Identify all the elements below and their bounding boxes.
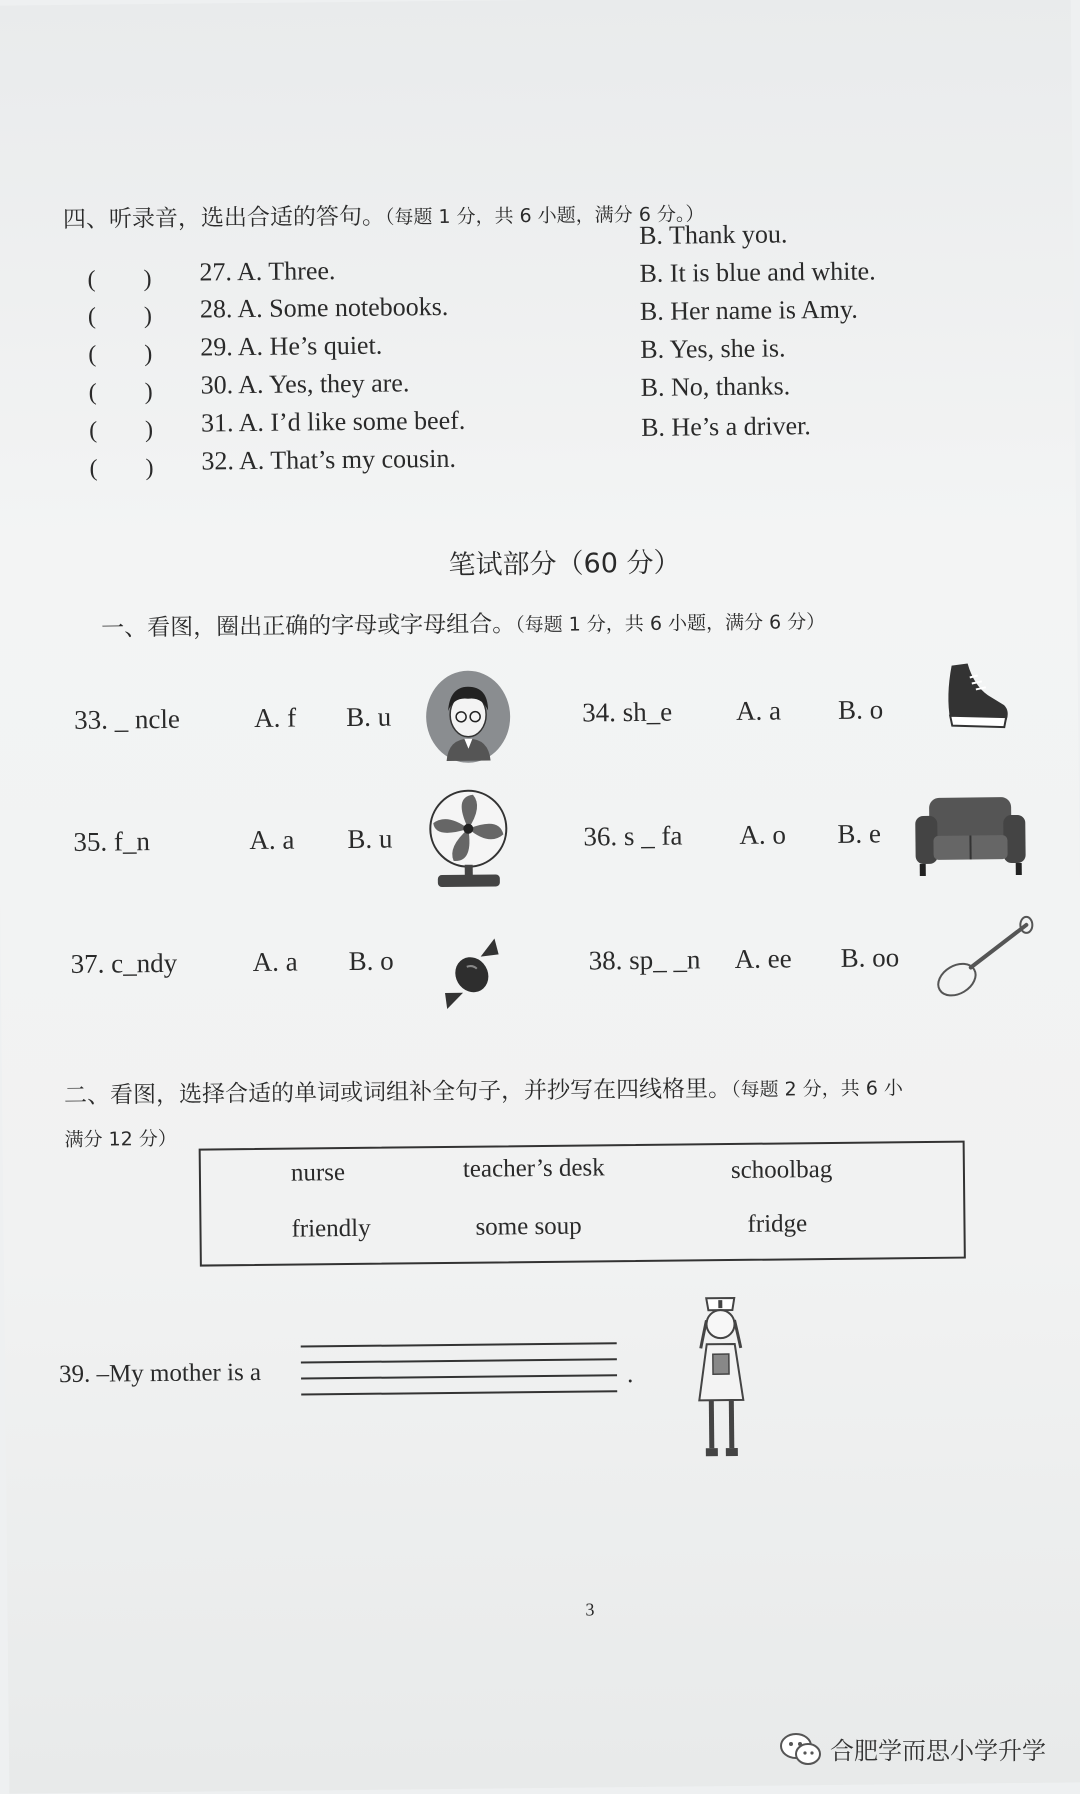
q37-text: 37. c_ndy bbox=[71, 948, 178, 980]
q36-text: 36. s _ fa bbox=[583, 821, 682, 853]
footer-watermark bbox=[780, 1731, 1046, 1766]
uncle-portrait-icon bbox=[424, 668, 513, 765]
listening-option-a: 29. A. He’s quiet. bbox=[200, 331, 382, 363]
grid-line bbox=[301, 1342, 617, 1347]
part2-heading-line2: 满分 12 分） bbox=[64, 1124, 177, 1152]
word-bank-item: fridge bbox=[747, 1210, 807, 1239]
q38-option-a[interactable]: A. ee bbox=[735, 943, 792, 975]
q33-option-a[interactable]: A. f bbox=[254, 703, 296, 734]
q39-period: . bbox=[627, 1361, 634, 1389]
listening-option-a: 30. A. Yes, they are. bbox=[200, 368, 409, 400]
part1-heading bbox=[101, 602, 825, 643]
listening-option-b: B. Thank you. bbox=[639, 219, 788, 251]
listening-option-a: 28. A. Some notebooks. bbox=[200, 292, 449, 325]
listening-heading-text: 四、听录音，选出合适的答句。 bbox=[63, 204, 385, 233]
q33-text: 33. _ ncle bbox=[74, 704, 180, 736]
q35-text: 35. f_n bbox=[73, 826, 150, 858]
part2-heading bbox=[64, 1068, 903, 1110]
q34-option-b[interactable]: B. o bbox=[838, 694, 883, 725]
q36-option-a[interactable]: A. o bbox=[739, 819, 786, 850]
q34-option-a[interactable]: A. a bbox=[736, 695, 781, 726]
word-bank-item: some soup bbox=[475, 1213, 582, 1242]
answer-bracket[interactable]: ( ) bbox=[87, 258, 151, 294]
answer-bracket[interactable]: ( ) bbox=[89, 447, 153, 483]
q36-option-b[interactable]: B. e bbox=[837, 818, 881, 849]
q37-option-b[interactable]: B. o bbox=[349, 946, 394, 977]
four-line-writing-grid[interactable] bbox=[301, 1342, 618, 1397]
footer-account-name: 合肥学而思小学升学 bbox=[830, 1731, 1046, 1766]
answer-bracket[interactable]: ( ) bbox=[89, 409, 153, 445]
candy-icon bbox=[436, 934, 507, 1015]
word-bank-item: nurse bbox=[291, 1159, 345, 1188]
grid-line bbox=[301, 1358, 617, 1363]
spoon-icon bbox=[930, 913, 1041, 1004]
part2-heading-note: （每题 2 分，共 6 小 bbox=[731, 1077, 903, 1101]
q33-option-b[interactable]: B. u bbox=[346, 702, 391, 733]
q39-text: 39. –My mother is a bbox=[59, 1359, 261, 1389]
listening-option-b: B. It is blue and white. bbox=[639, 256, 875, 288]
grid-line bbox=[301, 1390, 617, 1395]
part2-heading-text: 二、看图，选择合适的单词或词组补全句子，并抄写在四线格里。 bbox=[64, 1076, 731, 1109]
listening-items bbox=[0, 0, 1071, 6]
word-bank-item: teacher’s desk bbox=[463, 1154, 605, 1183]
q38-text: 38. sp_ _n bbox=[589, 944, 701, 976]
listening-option-b: B. Her name is Amy. bbox=[640, 295, 858, 327]
listening-option-b: B. No, thanks. bbox=[641, 371, 791, 403]
q38-option-b[interactable]: B. oo bbox=[841, 942, 900, 974]
listening-option-a: 31. A. I’d like some beef. bbox=[201, 406, 466, 439]
q35-option-b[interactable]: B. u bbox=[347, 824, 392, 855]
listening-option-a: 27. A. Three. bbox=[199, 256, 335, 287]
word-bank bbox=[199, 1141, 966, 1267]
listening-option-b: B. He’s a driver. bbox=[641, 411, 811, 443]
word-bank-item: schoolbag bbox=[731, 1156, 833, 1185]
listening-heading-note: （每题 1 分，共 6 小题，满分 6 分。） bbox=[385, 203, 705, 228]
nurse-girl-icon bbox=[680, 1288, 762, 1469]
q35-option-a[interactable]: A. a bbox=[249, 825, 294, 856]
grid-line bbox=[301, 1374, 617, 1379]
answer-bracket[interactable]: ( ) bbox=[88, 333, 152, 369]
listening-option-a: 32. A. That’s my cousin. bbox=[201, 444, 456, 477]
written-title: 笔试部分（60 分） bbox=[448, 541, 680, 582]
q37-option-a[interactable]: A. a bbox=[253, 947, 298, 978]
part1-heading-note: （每题 1 分，共 6 小题，满分 6 分） bbox=[515, 611, 825, 636]
q34-text: 34. sh_e bbox=[582, 697, 672, 729]
listening-heading bbox=[63, 194, 705, 234]
sofa-icon bbox=[911, 791, 1030, 882]
shoe-icon bbox=[942, 655, 1013, 736]
answer-bracket[interactable]: ( ) bbox=[88, 295, 152, 331]
page-number: 3 bbox=[585, 1599, 594, 1620]
answer-bracket[interactable]: ( ) bbox=[89, 371, 153, 407]
word-bank-item: friendly bbox=[291, 1215, 370, 1244]
wechat-icon bbox=[780, 1732, 822, 1766]
fan-icon bbox=[423, 786, 514, 891]
listening-option-b: B. Yes, she is. bbox=[640, 333, 786, 365]
part1-heading-text: 一、看图，圈出正确的字母或字母组合。 bbox=[101, 611, 515, 641]
